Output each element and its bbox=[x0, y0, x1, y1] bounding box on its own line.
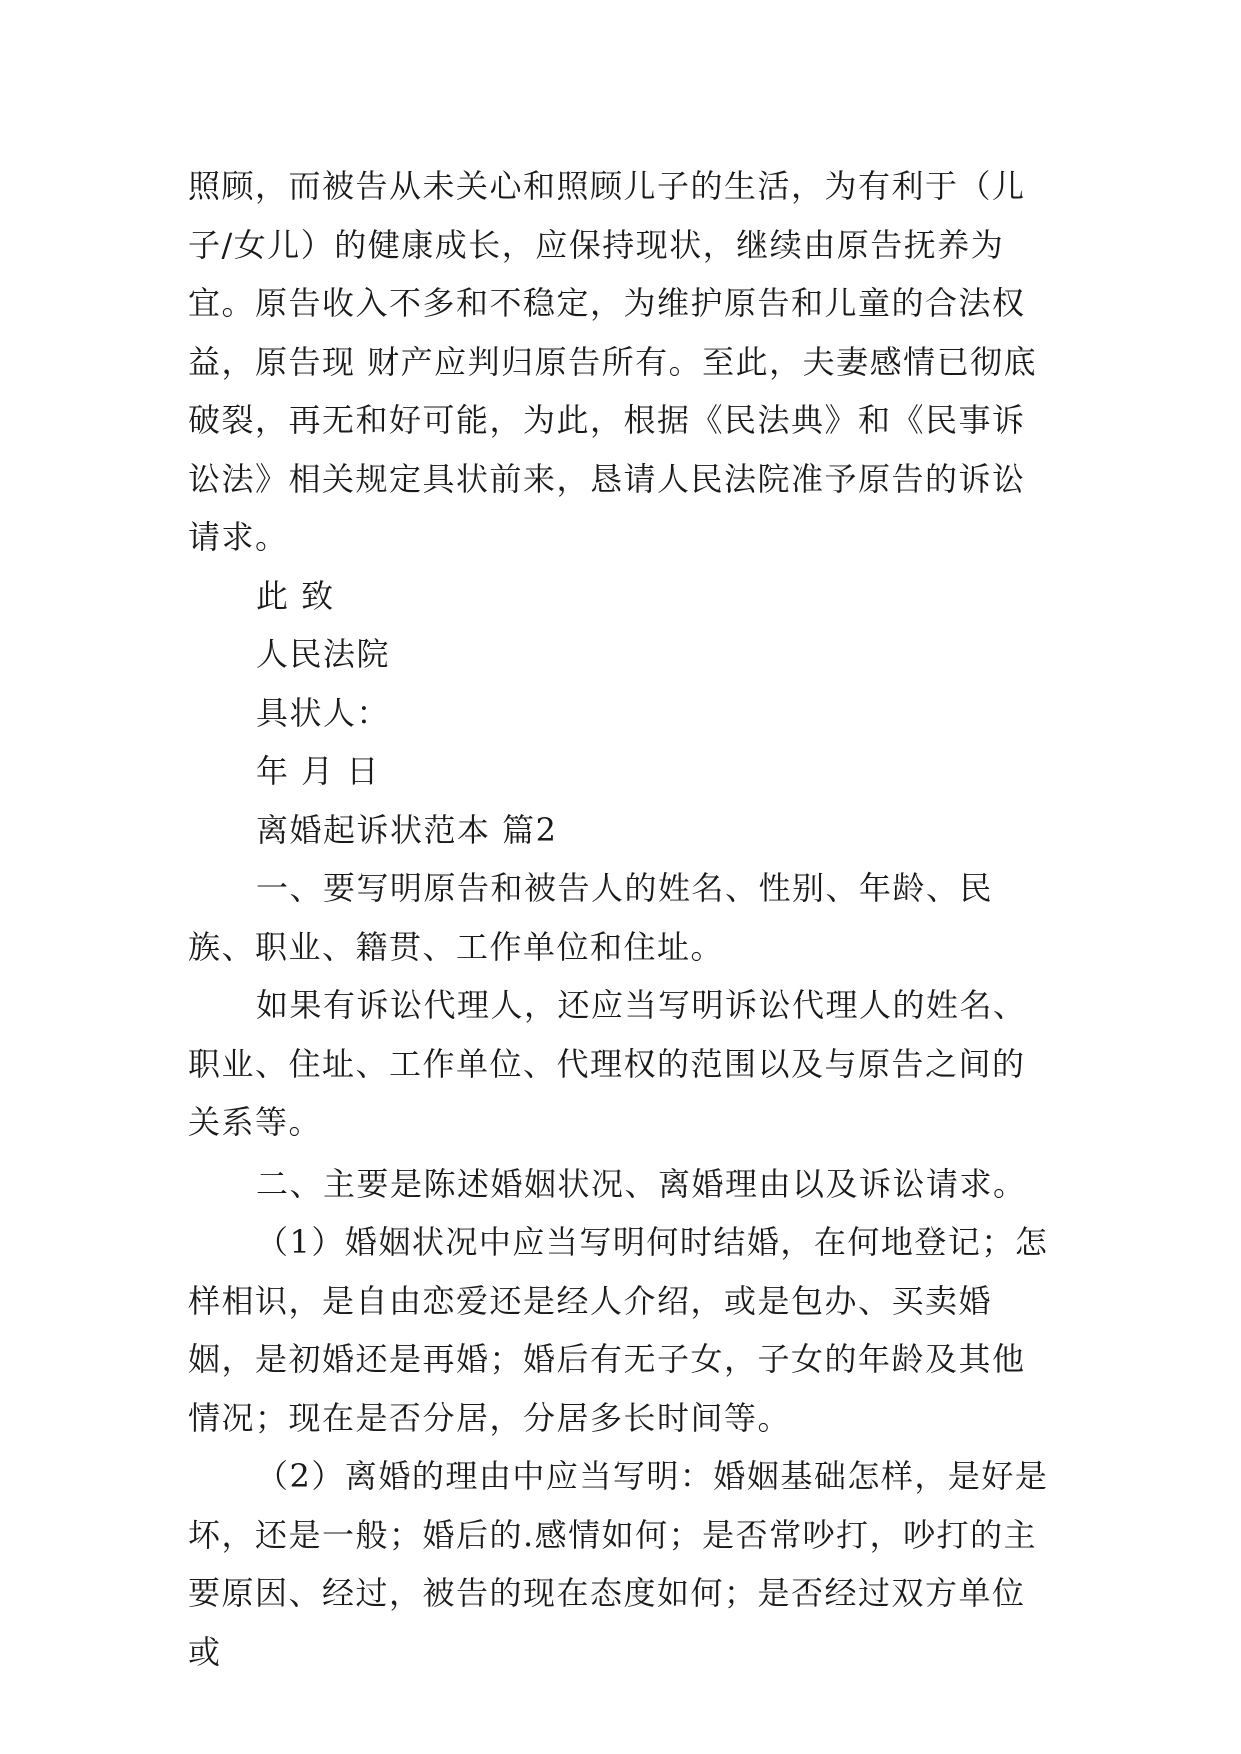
paragraph-custody-conclusion: 照顾，而被告从未关心和照顾儿子的生活，为有利于（儿子/女儿）的健康成长，应保持现状，继续由原告抚养为宜。原告收入不多和不稳定，为维护原告和儿童的合法权益，原告现 财产应判归原告所有。至此，夫妻感情已彻底破裂，再无和好可能，为此，根据《民法典》和《民事诉讼法》相关规定具状前来，恳请人民法院准予原告的诉讼请求。 bbox=[188, 167, 1038, 556]
document-body bbox=[188, 157, 1058, 1681]
salutation-line: 此 致 bbox=[256, 576, 335, 615]
signatory-label: 具状人： bbox=[256, 693, 391, 732]
paragraph-agent-info: 如果有诉讼代理人，还应当写明诉讼代理人的姓名、职业、住址、工作单位、代理权的范围以及与原告之间的关系等。 bbox=[188, 986, 1027, 1141]
paragraph-main-content: 二、主要是陈述婚姻状况、离婚理由以及诉讼请求。 bbox=[256, 1164, 1027, 1203]
addressee-court: 人民法院 bbox=[256, 635, 391, 673]
paragraph-divorce-reasons: （2）离婚的理由中应当写明：婚姻基础怎样，是好是坏，还是一般；婚后的.感情如何；是否常吵打，吵打的主要原因、经过，被告的现在态度如何；是否经过双方单位或 bbox=[188, 1457, 1049, 1671]
date-line: 年 月 日 bbox=[256, 752, 380, 790]
paragraph-marriage-status: （1）婚姻状况中应当写明何时结婚，在何地登记；怎样相识，是自由恋爱还是经人介绍，或是包办、买卖婚姻，是初婚还是再婚；婚后有无子女，子女的年龄及其他情况；现在是否分居，分居多长时间等。 bbox=[188, 1223, 1049, 1437]
paragraph-party-info: 一、要写明原告和被告人的姓名、性别、年龄、民族、职业、籍贯、工作单位和住址。 bbox=[188, 869, 994, 966]
section-heading: 离婚起诉状范本 篇2 bbox=[256, 810, 558, 849]
